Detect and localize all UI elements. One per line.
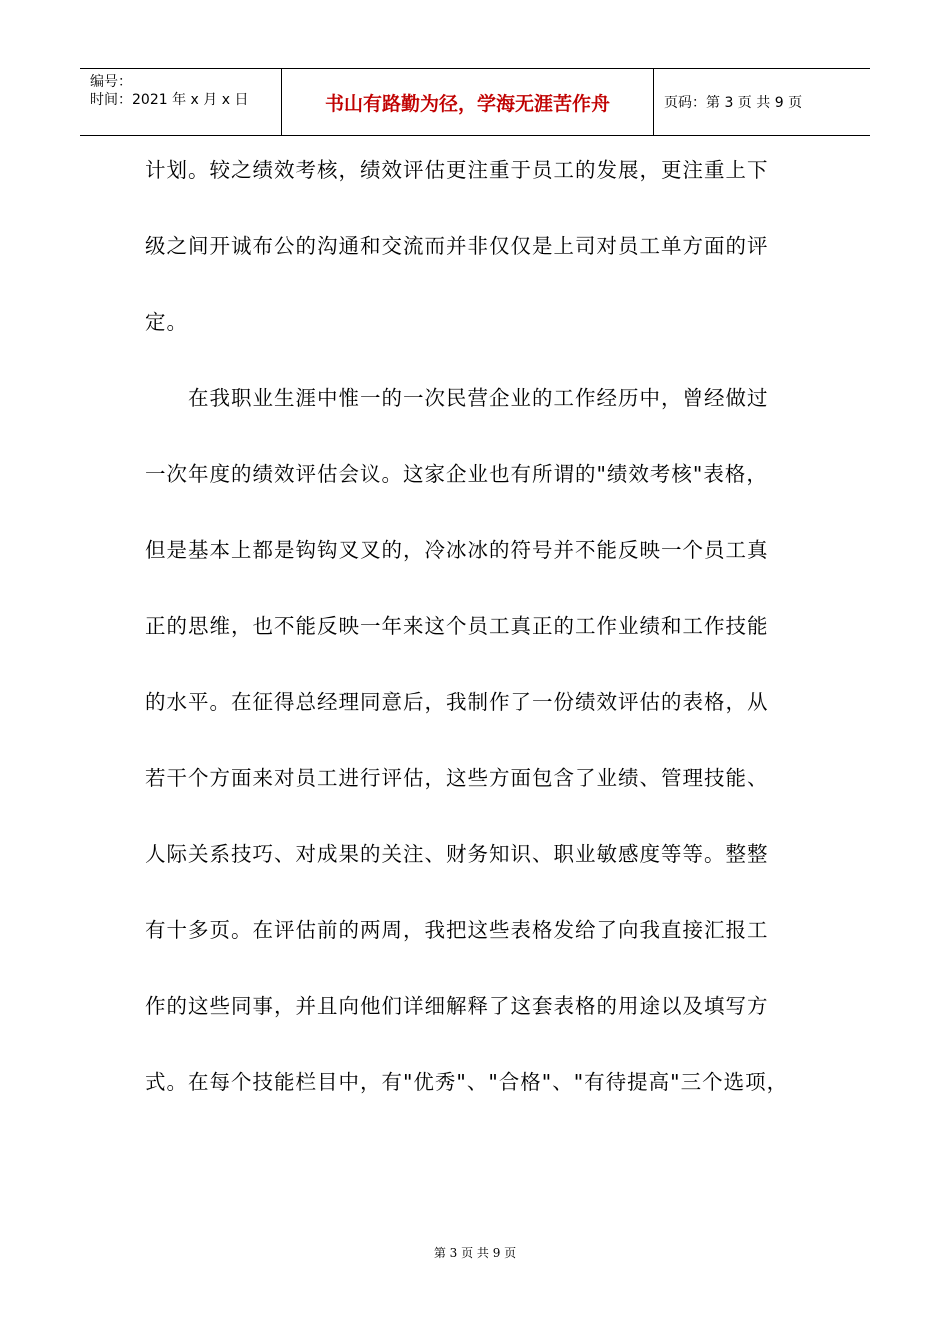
body-line: 计划。较之绩效考核，绩效评估更注重于员工的发展，更注重上下 [145,158,769,182]
body-line: 人际关系技巧、对成果的关注、财务知识、职业敏感度等等。整整 [145,842,769,866]
body-line: 定。 [145,310,188,334]
footer-page-number: 第 3 页 共 9 页 [433,1246,517,1260]
header-meta-cell [80,69,282,135]
page-header [80,68,870,136]
body-line: 作的这些同事，并且向他们详细解释了这套表格的用途以及填写方 [145,994,769,1018]
body-line: 一次年度的绩效评估会议。这家企业也有所谓的"绩效考核"表格， [145,462,768,486]
body-line: 但是基本上都是钩钩叉叉的，冷冰冰的符号并不能反映一个员工真 [145,538,769,562]
header-motto: 书山有路勤为径，学海无涯苦作舟 [324,92,610,115]
header-motto-cell [282,69,654,135]
body-line: 正的思维，也不能反映一年来这个员工真正的工作业绩和工作技能 [145,614,769,638]
document-number-label: 编号： [90,74,132,90]
page-footer [0,1244,950,1261]
header-page-info: 页码：第 3 页 共 9 页 [664,95,803,111]
body-line: 在我职业生涯中惟一的一次民营企业的工作经历中，曾经做过 [145,386,769,410]
body-line: 式。在每个技能栏目中，有"优秀"、"合格"、"有待提高"三个选项， [145,1070,789,1094]
body-line: 有十多页。在评估前的两周，我把这些表格发给了向我直接汇报工 [145,918,769,942]
document-body [145,153,805,1141]
document-date: 时间：2021 年 x 月 x 日 [90,92,249,108]
body-line: 若干个方面来对员工进行评估，这些方面包含了业绩、管理技能、 [145,766,769,790]
header-page-cell [654,69,870,135]
body-line: 级之间开诚布公的沟通和交流而并非仅仅是上司对员工单方面的评 [145,234,769,258]
body-line: 的水平。在征得总经理同意后，我制作了一份绩效评估的表格，从 [145,690,769,714]
